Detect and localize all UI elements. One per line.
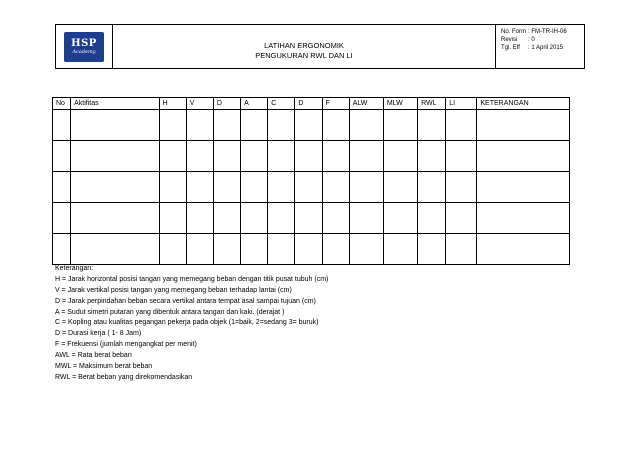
table-cell[interactable] [71,172,160,203]
column-header: No [53,98,71,110]
column-header: A [241,98,268,110]
table-cell[interactable] [477,141,570,172]
table-cell[interactable] [477,172,570,203]
table-cell[interactable] [477,203,570,234]
table-cell[interactable] [446,203,477,234]
table-cell[interactable] [268,141,295,172]
note-item: A = Sudut simetri putaran yang dibentuk antara tangan dan kaki. (derajat ) [55,308,285,316]
table-cell[interactable] [241,203,268,234]
table-cell[interactable] [418,110,446,141]
table-cell[interactable] [53,234,71,265]
table-cell[interactable] [186,172,213,203]
table-cell[interactable] [241,172,268,203]
table-cell[interactable] [186,234,213,265]
table-cell[interactable] [349,234,383,265]
note-item: MWL = Maksimum berat beban [55,363,153,371]
table-cell[interactable] [418,203,446,234]
notes-list [55,275,328,384]
table-cell[interactable] [53,110,71,141]
table-cell[interactable] [53,172,71,203]
table-cell[interactable] [446,234,477,265]
table-cell[interactable] [186,141,213,172]
table-cell[interactable] [322,110,349,141]
info-value: : FM-TR-IH-06 [528,29,567,35]
table-cell[interactable] [213,172,240,203]
table-cell[interactable] [295,203,322,234]
table-cell[interactable] [349,203,383,234]
column-header: V [186,98,213,110]
table-cell[interactable] [241,141,268,172]
note-item: C = Kopling atau kualitas pegangan pekerja pada objek (1=baik, 2=sedang 3= buruk) [55,319,319,327]
table-cell[interactable] [446,172,477,203]
table-cell[interactable] [322,141,349,172]
table-cell[interactable] [446,141,477,172]
form-subtitle: PENGUKURAN RWL DAN LI [255,50,353,60]
column-header: RWL [418,98,446,110]
logo-sub-text: Academy [72,48,96,55]
hsp-academy-logo [64,32,104,62]
column-header: Aktifitas [71,98,160,110]
table-cell[interactable] [53,141,71,172]
table-row [53,234,570,265]
table-cell[interactable] [418,234,446,265]
column-header: MLW [383,98,417,110]
column-header: D [213,98,240,110]
table-cell[interactable] [213,203,240,234]
column-header: C [268,98,295,110]
column-header: ALW [349,98,383,110]
table-cell[interactable] [268,234,295,265]
table-cell[interactable] [295,110,322,141]
note-item: D = Durasi kerja ( 1- 8 Jam) [55,330,142,338]
form-info-cell [496,25,584,68]
logo-cell [56,25,113,68]
info-value: : 1 April 2015 [528,45,564,51]
rwl-li-table [52,97,570,265]
column-header: LI [446,98,477,110]
table-row [53,203,570,234]
column-header: H [159,98,186,110]
note-item: V = Jarak vertikal posisi tangan yang memegang beban terhadap lantai (cm) [55,286,292,294]
table-cell[interactable] [383,172,417,203]
table-cell[interactable] [268,172,295,203]
table-cell[interactable] [349,141,383,172]
table-cell[interactable] [322,172,349,203]
table-cell[interactable] [383,234,417,265]
table-cell[interactable] [268,110,295,141]
table-cell[interactable] [268,203,295,234]
title-cell [113,25,496,68]
table-cell[interactable] [349,110,383,141]
table-cell[interactable] [213,141,240,172]
form-header [55,24,585,69]
table-cell[interactable] [241,234,268,265]
table-row [53,110,570,141]
table-cell[interactable] [477,110,570,141]
table-body [53,110,570,265]
table-cell[interactable] [213,234,240,265]
table-cell[interactable] [322,203,349,234]
table-cell[interactable] [418,141,446,172]
info-value: : 0 [528,37,535,43]
table-row [53,141,570,172]
note-item: D = Jarak perpindahan beban secara vertikal antara tempat asal sampai tujuan (cm) [55,297,316,305]
table-cell[interactable] [71,234,160,265]
table-cell[interactable] [241,110,268,141]
table-cell[interactable] [349,172,383,203]
table-cell[interactable] [295,234,322,265]
table-cell[interactable] [295,172,322,203]
table-cell[interactable] [71,141,160,172]
info-form-number [501,28,584,36]
table-cell[interactable] [159,141,186,172]
notes-section [55,264,328,384]
table-cell[interactable] [159,172,186,203]
table-row [53,172,570,203]
info-key: Revisi [501,37,518,43]
table-cell[interactable] [383,203,417,234]
logo-main-text: HSP [71,37,97,49]
info-key: No. Form [501,29,527,35]
table-cell[interactable] [186,110,213,141]
notes-heading: Keterangan: [55,265,94,272]
info-key: Tgl. Eff [501,45,520,51]
column-header: KETERANGAN [477,98,570,110]
table-cell[interactable] [159,203,186,234]
info-revision [501,36,584,44]
table-cell[interactable] [418,172,446,203]
table-cell[interactable] [71,203,160,234]
table-cell[interactable] [71,110,160,141]
form-title: LATIHAN ERGONOMIK [264,40,344,50]
note-item: F = Frekuensi (jumlah mengangkat per menit) [55,341,197,349]
table-cell[interactable] [383,110,417,141]
table-cell[interactable] [295,141,322,172]
table-cell[interactable] [159,110,186,141]
info-effective-date [501,44,584,52]
column-header: F [322,98,349,110]
column-header: D [295,98,322,110]
table-cell[interactable] [159,234,186,265]
table-cell[interactable] [322,234,349,265]
table-cell[interactable] [213,110,240,141]
table-header-row [53,98,570,110]
table-cell[interactable] [383,141,417,172]
note-item: RWL = Berat beban yang direkomendasikan [55,373,193,381]
table-cell[interactable] [477,234,570,265]
table-cell[interactable] [53,203,71,234]
table-cell[interactable] [446,110,477,141]
table-cell[interactable] [186,203,213,234]
note-item: AWL = Rata berat beban [55,352,132,360]
note-item: H = Jarak horizontal posisi tangan yang memegang beban dengan titik pusat tubuh (cm) [55,275,329,283]
